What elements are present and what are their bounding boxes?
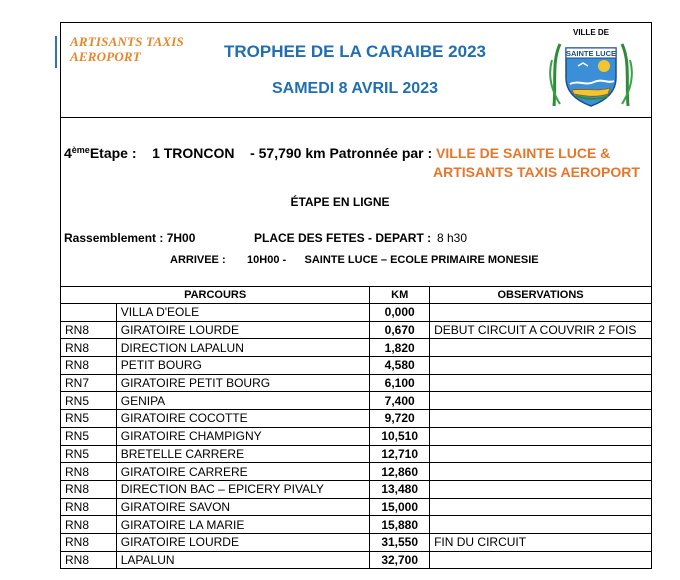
departure-place: PLACE DES FETES - DEPART : <box>254 231 432 245</box>
header-km: KM <box>370 287 430 304</box>
place-cell: BRETELLE CARRERE <box>116 445 370 463</box>
road-cell: RN5 <box>61 392 117 410</box>
logo-line-2: SAINTE LUCE <box>565 49 617 58</box>
table-row <box>61 357 652 375</box>
organizer-line-2: AEROPORT <box>70 49 141 64</box>
road-cell <box>61 304 117 322</box>
place-cell: GIRATOIRE PETIT BOURG <box>116 374 370 392</box>
km-cell: 9,720 <box>370 410 430 428</box>
observation-cell <box>430 516 652 534</box>
road-cell: RN8 <box>61 321 117 339</box>
observation-cell <box>430 357 652 375</box>
km-cell: 0,670 <box>370 321 430 339</box>
departure-time: 8 h30 <box>437 231 468 245</box>
place-cell: PETIT BOURG <box>116 357 370 375</box>
observation-cell <box>430 498 652 516</box>
stage-distance: - 57,790 km Patronnée par : <box>250 145 433 161</box>
km-cell: 0,000 <box>370 304 430 322</box>
place-cell: VILLA D'EOLE <box>116 304 370 322</box>
observation-cell <box>430 445 652 463</box>
table-row <box>61 321 652 339</box>
km-cell: 10,510 <box>370 427 430 445</box>
km-cell: 15,880 <box>370 516 430 534</box>
table-row <box>61 427 652 445</box>
observation-cell: FIN DU CIRCUIT <box>430 533 652 551</box>
rassemblement-time: Rassemblement : 7H00 <box>64 231 196 245</box>
event-title: TROPHEE DE LA CARAIBE 2023 <box>224 42 486 61</box>
km-cell: 32,700 <box>370 551 430 569</box>
road-cell: RN7 <box>61 374 117 392</box>
observation-cell <box>430 410 652 428</box>
arrival-place: SAINTE LUCE – ECOLE PRIMAIRE MONESIE <box>304 254 539 266</box>
stage-ordinal: ème <box>71 145 90 155</box>
km-cell: 12,860 <box>370 463 430 481</box>
sainte-luce-logo <box>546 26 636 112</box>
header-observations: OBSERVATIONS <box>430 287 652 304</box>
km-cell: 13,480 <box>370 480 430 498</box>
route-table <box>60 286 652 569</box>
organizer-line-1: ARTISANTS TAXIS <box>70 34 184 49</box>
road-cell: RN5 <box>61 427 117 445</box>
sponsor-line-2: ARTISANTS TAXIS AEROPORT <box>433 164 640 180</box>
place-cell: GIRATOIRE LOURDE <box>116 533 370 551</box>
place-cell: LAPALUN <box>116 551 370 569</box>
table-row <box>61 498 652 516</box>
arrival-label: ARRIVEE : <box>170 254 226 266</box>
road-cell: RN8 <box>61 357 117 375</box>
place-cell: GIRATOIRE LOURDE <box>116 321 370 339</box>
place-cell: GENIPA <box>116 392 370 410</box>
km-cell: 4,580 <box>370 357 430 375</box>
stage-troncon: 1 TRONCON <box>152 145 235 161</box>
stage-type: ÉTAPE EN LIGNE <box>290 195 390 209</box>
place-cell: GIRATOIRE LA MARIE <box>116 516 370 534</box>
route-table-body <box>61 304 652 569</box>
road-cell: RN8 <box>61 498 117 516</box>
road-cell: RN5 <box>61 410 117 428</box>
sponsor-line-1: VILLE DE SAINTE LUCE & <box>436 145 611 161</box>
table-row <box>61 445 652 463</box>
observation-cell <box>430 551 652 569</box>
table-row <box>61 463 652 481</box>
road-cell: RN5 <box>61 445 117 463</box>
observation-cell <box>430 304 652 322</box>
km-cell: 7,400 <box>370 392 430 410</box>
road-cell: RN8 <box>61 551 117 569</box>
km-cell: 31,550 <box>370 533 430 551</box>
km-cell: 12,710 <box>370 445 430 463</box>
road-cell: RN8 <box>61 516 117 534</box>
event-date: SAMEDI 8 AVRIL 2023 <box>272 80 438 97</box>
place-cell: GIRATOIRE COCOTTE <box>116 410 370 428</box>
km-cell: 1,820 <box>370 339 430 357</box>
table-row <box>61 480 652 498</box>
stage-line <box>64 145 610 161</box>
table-row <box>61 374 652 392</box>
margin-bar <box>55 36 57 68</box>
observation-cell <box>430 392 652 410</box>
observation-cell <box>430 480 652 498</box>
observation-cell: DEBUT CIRCUIT A COUVRIR 2 FOIS <box>430 321 652 339</box>
arrival-time: 10H00 - <box>247 254 287 266</box>
observation-cell <box>430 374 652 392</box>
table-row <box>61 516 652 534</box>
arrival-line <box>170 254 539 266</box>
place-cell: GIRATOIRE CARRERE <box>116 463 370 481</box>
place-cell: DIRECTION LAPALUN <box>116 339 370 357</box>
road-cell: RN8 <box>61 463 117 481</box>
table-row <box>61 410 652 428</box>
table-header-row <box>61 287 652 304</box>
stage-number: 4 <box>64 145 72 161</box>
road-cell: RN8 <box>61 339 117 357</box>
place-cell: GIRATOIRE CHAMPIGNY <box>116 427 370 445</box>
header-parcours: PARCOURS <box>61 287 370 304</box>
observation-cell <box>430 339 652 357</box>
km-cell: 15,000 <box>370 498 430 516</box>
place-cell: DIRECTION BAC – EPICERY PIVALY <box>116 480 370 498</box>
observation-cell <box>430 427 652 445</box>
table-row <box>61 304 652 322</box>
table-row <box>61 392 652 410</box>
road-cell: RN8 <box>61 480 117 498</box>
place-cell: GIRATOIRE SAVON <box>116 498 370 516</box>
observation-cell <box>430 463 652 481</box>
km-cell: 6,100 <box>370 374 430 392</box>
logo-line-1: VILLE DE <box>572 28 610 37</box>
table-row <box>61 339 652 357</box>
table-row <box>61 551 652 569</box>
stage-label: Etape : <box>89 145 137 161</box>
table-row <box>61 533 652 551</box>
road-cell: RN8 <box>61 533 117 551</box>
